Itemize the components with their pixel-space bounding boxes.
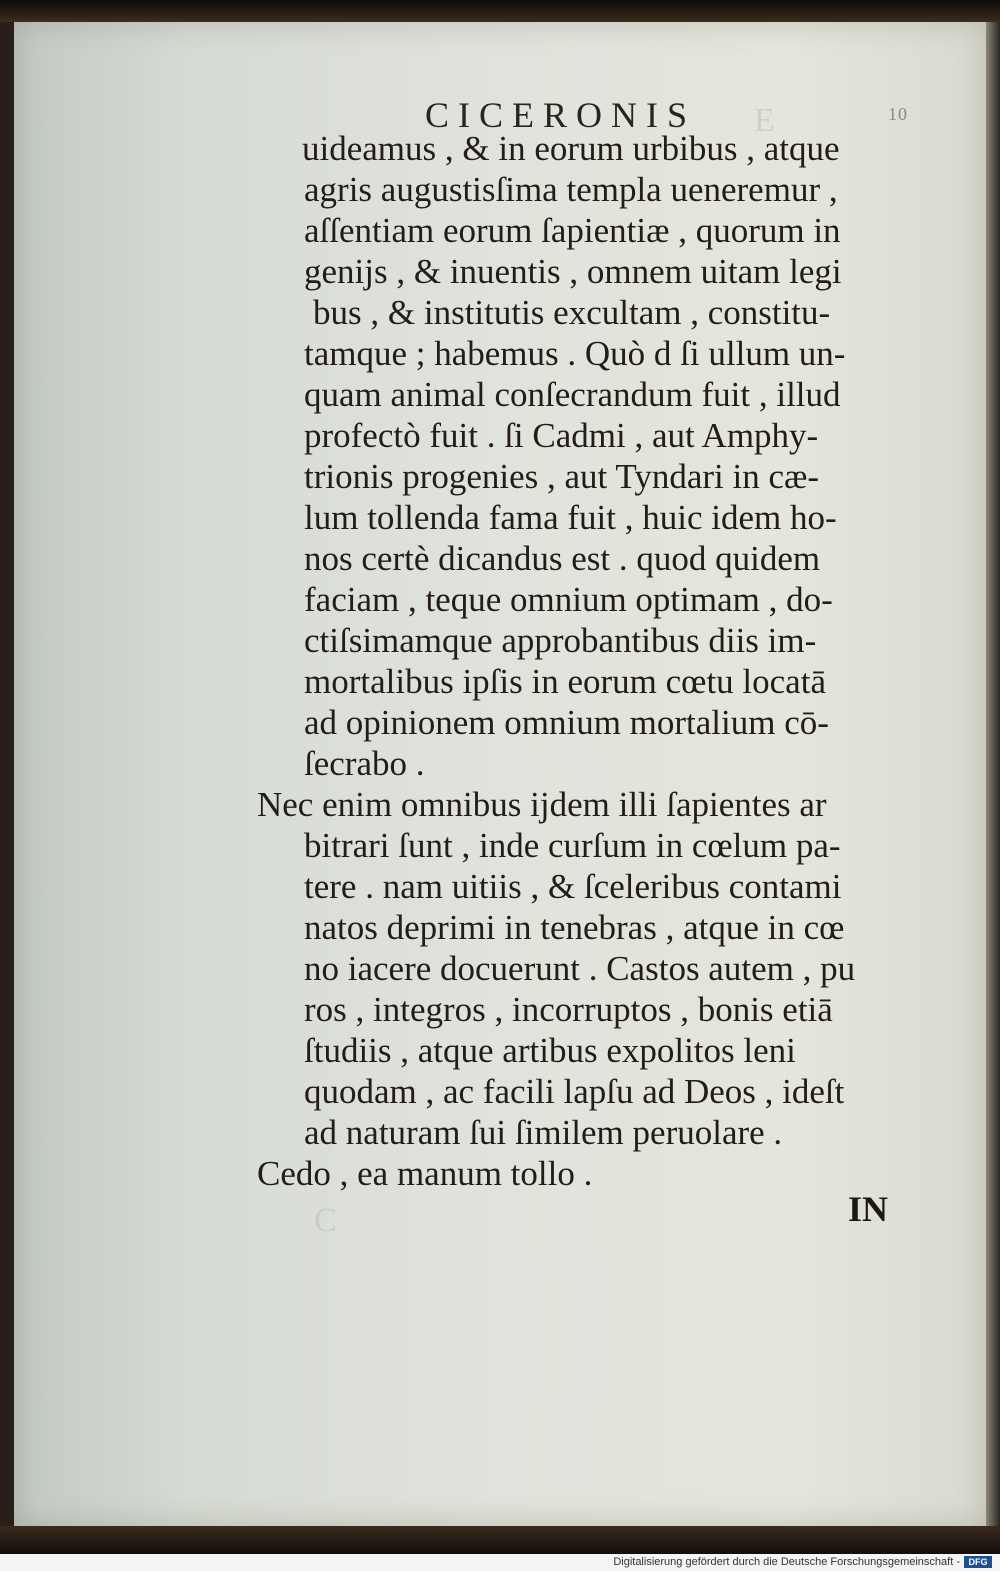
text-line: tamque ; habemus . Quò d ſi ullum un- [304,334,846,373]
text-line: bus , & institutis excultam , constitu- [313,293,831,332]
text-line: Nec enim omnibus ijdem illi ſapientes ar [257,785,827,824]
text-line: agris augustisſima templa ueneremur , [304,170,838,209]
show-through-text: E [754,102,775,139]
dfg-logo: DFG [964,1556,992,1568]
text-line: ſtudiis , atque artibus expolitos leni [304,1031,796,1070]
text-line: bitrari ſunt , inde curſum in cœlum pa- [304,826,841,865]
funding-credit: Digitalisierung gefördert durch die Deutsche Forschungsgemeinschaft - [613,1556,960,1568]
text-line: aſſentiam eorum ſapientiæ , quorum in [304,211,841,250]
text-line: quam animal conſecrandum fuit , illud [304,375,841,414]
text-line: ctiſsimamque approbantibus diis im- [304,621,817,660]
text-line: mortalibus ipſis in eorum cœtu locatā [304,662,826,701]
text-line: no iacere docuerunt . Castos autem , pu [304,949,856,988]
book-bottom-edge [0,1526,1000,1554]
text-line: tere . nam uitiis , & ſceleribus contami [304,867,842,906]
text-line: ad naturam ſui ſimilem peruolare . [304,1113,783,1152]
text-line: genijs , & inuentis , omnem uitam legi [304,252,842,291]
text-line: faciam , teque omnium optimam , do- [304,580,833,619]
text-line: Cedo , ea manum tollo . [257,1154,593,1193]
page-gutter-edge [986,22,1000,1542]
text-line: nos certè dicandus est . quod quidem [304,539,821,578]
text-line: uideamus , & in eorum urbibus , atque [302,129,840,168]
book-top-edge [0,0,1000,22]
running-title: CICERONIS [425,95,697,135]
text-line: ros , integros , incorruptos , bonis etiā [304,990,833,1029]
catchword: IN [848,1189,889,1229]
text-line: lum tollenda fama fuit , huic idem ho- [304,498,837,537]
page-number: 10 [888,104,908,124]
show-through-text: C [314,1202,337,1239]
text-line: ſecrabo . [304,744,425,783]
text-line: natos deprimi in tenebras , atque in cœ [304,908,845,947]
text-line: quodam , ac facili lapſu ad Deos , ideſt [304,1072,845,1111]
text-line: profectò fuit . ſi Cadmi , aut Amphy- [304,416,819,455]
text-line: trionis progenies , aut Tyndari in cæ- [304,457,820,496]
text-line: ad opinionem omnium mortalium cō- [304,703,829,742]
